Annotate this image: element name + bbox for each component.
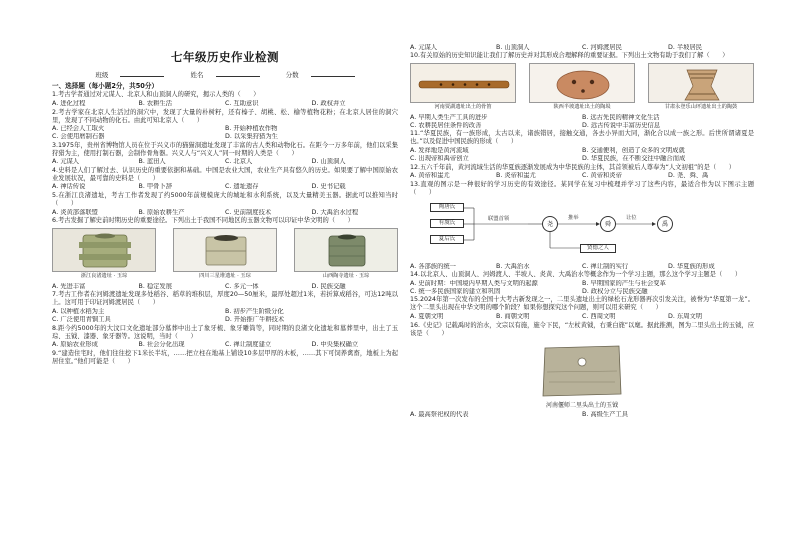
question-4: 4.史料是人们了解过去、认识历史的重要依据和基础。中国是农业大国，农业生产具有悠久的历史。如果要了解中国原始农业发展状况，最可靠的史料是（ ） (52, 166, 398, 182)
question-13: 13.直观的图示是一种很好的学习历史的有效途径。某同学在复习中梳理并学习了这些内容，最适合作为以下图示主题（ ） (410, 180, 754, 196)
question-5: 5.在浙江良渚遗址，考古工作者发现了约5000年前规模庞大的城址和水利系统，以及大量精美玉器。据此可以推知当时（ ） (52, 192, 398, 208)
options-15 (410, 313, 754, 321)
option[interactable]: C. 农耕民居住条件的改善 (410, 121, 482, 129)
options-11 (410, 147, 754, 163)
figure-taosi (294, 228, 398, 280)
flow-box-youyu: 有虞氏 (430, 219, 464, 228)
option[interactable]: B. 初步产生阶级分化 (225, 308, 284, 316)
flow-node-yao: 尧 (542, 216, 558, 232)
left-column (52, 44, 398, 560)
option[interactable]: B. 甲骨卜辞 (138, 183, 173, 191)
option[interactable]: C. 统一多民族国家的建立和巩固 (410, 287, 501, 295)
figure-sanxingdui (173, 228, 277, 280)
question-2: 2.考古学家在北京人生活过的洞穴中，发现了大量的朴树籽，还有榛子、胡桃、松、榆等植物花粉；在北京人居住的洞穴里，发现了不同动物的化石。由此可知北京人（ ） (52, 108, 398, 124)
jade-figures (52, 228, 398, 280)
options-5 (52, 209, 398, 217)
option[interactable]: A. 黄帝和蚩尤 (410, 172, 450, 180)
flow-node-shun: 舜 (600, 216, 616, 232)
question-1: 1.考古学者通过对元谋人、北京人和山顶洞人的研究，揭示人类的（ ） (52, 91, 260, 99)
question-10: 10.有关原始的历史知识能让我们了解历史并对其形成合理解释的重要证据。下列出土文物有助于我们了解（ ） (410, 52, 729, 60)
flow-label-leader: 联盟首领 (488, 215, 510, 222)
option[interactable]: B. 商朝文明 (496, 313, 530, 320)
option[interactable]: B. 山顶洞人 (496, 43, 530, 51)
option[interactable]: B. 农耕生活 (138, 100, 173, 108)
option[interactable]: C. 广泛使用青铜工具 (52, 316, 111, 324)
jade-cong-image (294, 228, 398, 272)
option[interactable]: D. 大禹治水过程 (311, 208, 359, 216)
option[interactable]: C. 河姆渡居民 (582, 43, 622, 51)
question-14: 14.以北京人、山顶洞人、河姆渡人、半坡人、炎黄、大禹治水等概念作为一个学习主题，那么这个学习主题是（ ） (410, 271, 742, 279)
options-4 (52, 183, 398, 191)
figure-caption: 河南偃师二里头出土的玉钺 (545, 401, 618, 409)
option[interactable]: D. 中央集权确立 (311, 341, 359, 349)
options-3 (52, 158, 398, 166)
option[interactable]: D. 民族交融 (311, 282, 346, 290)
options-7 (52, 308, 398, 324)
option[interactable]: A. 夏朝文明 (410, 313, 444, 320)
figure-caption: 甘肃永登乐山坪遗址出土的陶鼓 (664, 104, 738, 111)
option[interactable]: A. 发祥地是黄河流域 (410, 146, 469, 154)
flow-box-virtuous: 贤德之人 (580, 244, 616, 253)
jade-cong-image (52, 228, 156, 272)
option[interactable]: C. 出现帝和禹帝创立 (410, 154, 469, 162)
option[interactable]: A. 进化过程 (52, 100, 86, 108)
right-column (410, 43, 754, 560)
option[interactable]: B. 原始农耕生产 (138, 208, 185, 216)
question-11: 11.“华夏民族，有一族形成，太古以来，诸族错居，接触交通，各去小异而大同，渐化合以成一族之形。后世所谓诸夏是也。”以及促进中国民族的形成（ ） (410, 130, 754, 146)
option[interactable]: D. 政权分立与民族交融 (582, 287, 648, 295)
option[interactable]: D. 半坡居民 (668, 43, 703, 51)
option[interactable]: A. 史前时期：中国境内早期人类与文明的起源 (410, 279, 538, 287)
flow-label-push: 推举 (568, 214, 579, 221)
figure-caption: 河南贾湖遗址出土的骨笛 (434, 104, 492, 111)
figure-caption: 四川三星堆遗址 · 玉琮 (199, 273, 251, 280)
option[interactable]: D. 尧、舜、禹 (668, 172, 709, 180)
option[interactable]: B. 远古先民的精神文化生活 (582, 113, 660, 121)
option[interactable]: D. 开始推广牛耕技术 (225, 316, 285, 324)
jade-cong-image (173, 228, 277, 272)
options-10 (410, 114, 754, 130)
option[interactable]: A. 以种植水稻为主 (52, 308, 105, 316)
question-9: 9.“建造住宅时，他们往往挖下1米长半坑，……把立柱在地基上铺设10多层甲厚的木板，……其下可饲养禽畜，地板上为起居住室。”他们可能是（ ） (52, 349, 398, 365)
option[interactable]: A. 各部族的统一 (410, 262, 456, 270)
page-title: 七年级历史作业检测 (171, 50, 279, 64)
option[interactable]: A. 炎黄部落联盟 (52, 208, 98, 216)
option[interactable]: C. 西周文明 (582, 313, 616, 320)
question-12: 12.五六千年前，黄河流域生活的华夏族逐渐发展成为中华民族的主体，其首领被后人尊奉为“人文初祖”的是（ ） (410, 163, 736, 171)
option[interactable]: D. 山顶洞人 (311, 158, 346, 166)
option[interactable]: D. 华夏族的形成 (668, 262, 715, 270)
options-2 (52, 125, 398, 141)
options-6 (52, 283, 398, 291)
option[interactable]: C. 黄帝和炎帝 (582, 172, 622, 180)
options-12 (410, 172, 754, 180)
option[interactable]: D. 政权并立 (311, 100, 346, 108)
figure-liangzhu (52, 228, 156, 280)
figure-caption: 山西陶寺遗址 · 玉琮 (322, 273, 370, 280)
figure-pottery-drum (648, 63, 754, 111)
option[interactable]: D. 以采集狩猎为生 (225, 133, 278, 141)
question-3: 3.1975年，贵州省博物馆人员在位于兴义市的猫猫洞遗址发现了丰富的古人类和动物化石。在距今一万多年前，他们以采集狩猎为主，使用打制石器，会制作骨角器。兴义人与“兴义人”同一时期的人类是（ ） (52, 141, 398, 157)
option[interactable]: A. 已经会人工取火 (52, 125, 105, 133)
figure-pottery-xun (529, 63, 635, 111)
option[interactable]: B. 开始种植农作物 (225, 125, 278, 133)
question-6: 6.考古发掘了解史前时期历史的重要途径。下列出土于我国不同地区的玉器文物可以印证中华文明的（ ） (52, 217, 354, 225)
artifact-figures (410, 63, 754, 111)
option[interactable]: A. 最高祭祀权的代表 (410, 411, 469, 419)
jade-yue-image (539, 342, 625, 400)
student-info: 班级 姓名 分数 (52, 70, 398, 79)
score-field[interactable] (311, 70, 355, 77)
option[interactable]: A. 元谋人 (52, 158, 80, 166)
option[interactable]: C. 互助意识 (225, 100, 259, 108)
pottery-xun-image (529, 63, 635, 103)
figure-caption: 陕西半坡遗址出土的陶埙 (553, 104, 611, 111)
option[interactable]: C. 禅让制度建立 (225, 341, 272, 349)
flow-box-taotang: 陶唐氏 (430, 203, 464, 212)
option[interactable]: C. 禅让制的实行 (582, 262, 629, 270)
question-8: 8.距今约5000年的大汶口文化遗址部分墓葬中出土了象牙梳、象牙雕筒等，同时期的良渚文化遗址和墓葬里中，出土了玉琮、玉钺、漆器、象牙器等。这说明，当时（ ） (52, 324, 398, 340)
name-field[interactable] (216, 70, 260, 77)
option[interactable]: C. 史前制度技术 (225, 208, 272, 216)
figure-bone-flute (410, 63, 516, 111)
option[interactable]: A. 神话传说 (52, 183, 86, 191)
option[interactable]: D. 史书记载 (311, 183, 346, 191)
option[interactable]: B. 交通便利，创造了众多的文明成就 (582, 146, 685, 154)
options-8 (52, 341, 398, 349)
abdication-diagram (430, 200, 680, 260)
option[interactable]: B. 早期国家的产生与社会变革 (582, 279, 666, 287)
option[interactable]: D. 华夏民族，在不断交往中融合而成 (582, 154, 686, 162)
option[interactable]: C. 遗址遗存 (225, 183, 259, 191)
option[interactable]: B. 炎帝和蚩尤 (496, 172, 536, 180)
question-15: 15.2024年第一次发布的全国十大考古新发现之一，二里头遗址出土的绿松石龙形器再次引发关注，被誉为“华夏第一龙”。这个二里头出现在中华文明的哪个阶段？如果你想探究这个问题，则可以用来研究（ ） (410, 296, 754, 312)
option[interactable]: B. 社会分化出现 (138, 341, 185, 349)
options-1 (52, 100, 398, 108)
option[interactable]: C. 北京人 (225, 158, 253, 166)
options-14 (410, 280, 754, 296)
flow-box-xiahou: 夏后氏 (430, 235, 464, 244)
flow-label-after: 让位 (626, 214, 637, 221)
bone-flute-image (410, 63, 516, 103)
option[interactable]: B. 大禹治水 (496, 262, 530, 270)
pottery-drum-image (648, 63, 754, 103)
flow-node-yu: 禹 (657, 216, 673, 232)
option[interactable]: C. 多元一体 (225, 282, 259, 290)
option[interactable]: A. 元谋人 (410, 43, 438, 51)
option[interactable]: B. 高级生产工具 (582, 411, 629, 419)
option[interactable]: B. 稳定发展 (138, 282, 173, 290)
option[interactable]: A. 早期人类生产工具的进步 (410, 113, 488, 121)
option[interactable]: C. 会使用磨制石器 (52, 133, 105, 141)
options-9 (410, 44, 754, 52)
question-7: 7.考古工作者在河姆渡遗址发现多处稻谷、稻草的堆积层，厚度20—50厘米，最厚处超过1米，若折算成稻谷，可达12吨以上。这可用于印证河姆渡居民（ ） (52, 291, 398, 307)
option[interactable]: A. 先进丰富 (52, 282, 86, 290)
options-16 (410, 411, 754, 419)
option[interactable]: D. 远古传说中丰富历史信息 (582, 121, 661, 129)
options-13 (410, 263, 754, 271)
class-field[interactable] (120, 70, 164, 77)
figure-caption: 浙江良渚遗址 · 玉琮 (80, 273, 128, 280)
option[interactable]: D. 东周文明 (668, 313, 703, 320)
section-heading: 一、选择题（每小题2分，共50分） (52, 82, 159, 91)
question-16: 16.《史记》记载禹时的治水，文宗以有施，施令下民，“左杖黄钺，右秉白旄”以麾。据此推测，图为二里头出土的玉钺，应该是（ ） (410, 321, 754, 337)
option[interactable]: A. 原始农业形成 (52, 341, 98, 349)
option[interactable]: B. 蓝田人 (138, 158, 166, 166)
